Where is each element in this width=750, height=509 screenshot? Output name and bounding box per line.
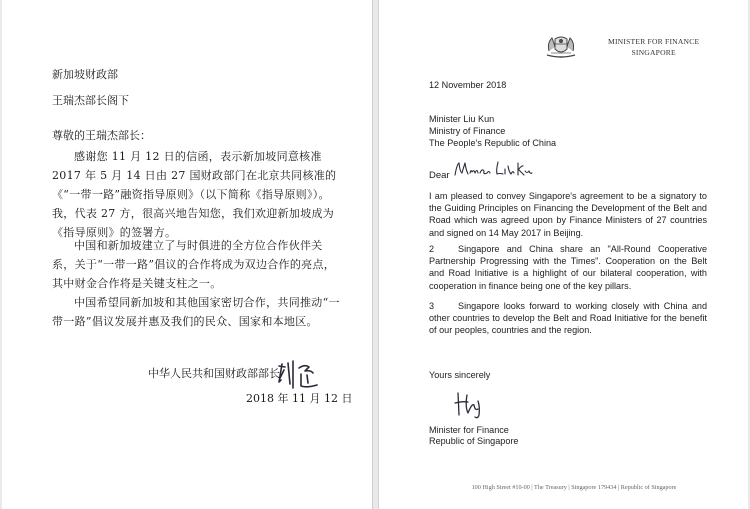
paragraph-en-3 xyxy=(429,300,707,337)
paragraph-en-2-text: Singapore and China share an "All-Round Cooperative Partnership Progressing with the Times". Cooperation on the Belt and Road Initiative is a highlight of our bilateral cooperation, with cooperation in finance being one of the key pillars. xyxy=(429,244,707,291)
handwritten-signature-cn-icon xyxy=(275,358,323,392)
salutation-prefix: Dear xyxy=(429,170,450,181)
handwritten-salutation-icon xyxy=(453,158,533,180)
paragraph-en-2 xyxy=(429,243,707,292)
address-line-1: Minister Liu Kun xyxy=(429,114,495,124)
letterhead-line-2: SINGAPORE xyxy=(631,48,676,57)
signer-title: Minister for Finance xyxy=(429,425,509,435)
letterhead-title xyxy=(608,36,699,58)
address-line-3: The People's Republic of China xyxy=(429,138,557,148)
recipient-org: 新加坡财政部 xyxy=(52,68,118,81)
signer-country: Republic of Singapore xyxy=(429,436,519,446)
handwritten-signature-en-icon xyxy=(452,389,488,421)
paragraph-cn-1: 感谢您 11 月 12 日的信函，表示新加坡同意核准 2017 年 5 月 14 日由 27 国财政部门在北京共同核准的《“一带一路”融资指导原则》（以下简称《指导原则》）。我，代表 27 方，很高兴地告知您，我们欢迎新加坡成为《指导原则》的签署方。 xyxy=(52,150,337,239)
paragraph-cn-3: 中国希望同新加坡和其他国家密切合作，共同推动“一带一路”倡议发展并惠及我们的民众、国家和本地区。 xyxy=(52,296,340,328)
paragraph-en-1: I am pleased to convey Singapore's agreement to be a signatory to the Guiding Principles on Financing the Development of the Belt and Road which was agreed upon by Finance Ministers of 27 countries and signed on 14 May 2017 in Beijing. xyxy=(429,191,707,238)
date-cn: 2018 年 11 月 12 日 xyxy=(246,392,353,405)
closing: Yours sincerely xyxy=(429,370,491,380)
paragraph-number-2: 2 xyxy=(429,244,435,254)
signatory-title-cn: 中华人民共和国财政部部长 xyxy=(148,367,280,380)
salutation-handwritten xyxy=(453,158,533,184)
singapore-coat-of-arms-icon xyxy=(541,31,581,65)
salutation-cn: 尊敬的王瑞杰部长： xyxy=(52,129,151,142)
paragraph-en-3-text: Singapore looks forward to working closely with China and other countries to develop the Belt and Road Initiative for the benefit of our peoples, countries and the region. xyxy=(429,301,707,336)
recipient-name: 王瑞杰部长阁下 xyxy=(52,94,129,107)
paragraph-cn-2: 中国和新加坡建立了与时俱进的全方位合作伙伴关系，关于“一带一路”倡议的合作将成为双边合作的亮点，其中财金合作将是关键支柱之一。 xyxy=(52,239,336,290)
letterhead-footer: 100 High Street #10-00 | The Treasury | Singapore 179434 | Republic of Singapore xyxy=(471,484,677,491)
paragraph-number-3: 3 xyxy=(429,301,435,311)
letter-date: 12 November 2018 xyxy=(429,80,507,90)
letterhead-line-1: MINISTER FOR FINANCE xyxy=(608,37,700,46)
address-line-2: Ministry of Finance xyxy=(429,126,506,136)
signature-en xyxy=(452,389,488,425)
